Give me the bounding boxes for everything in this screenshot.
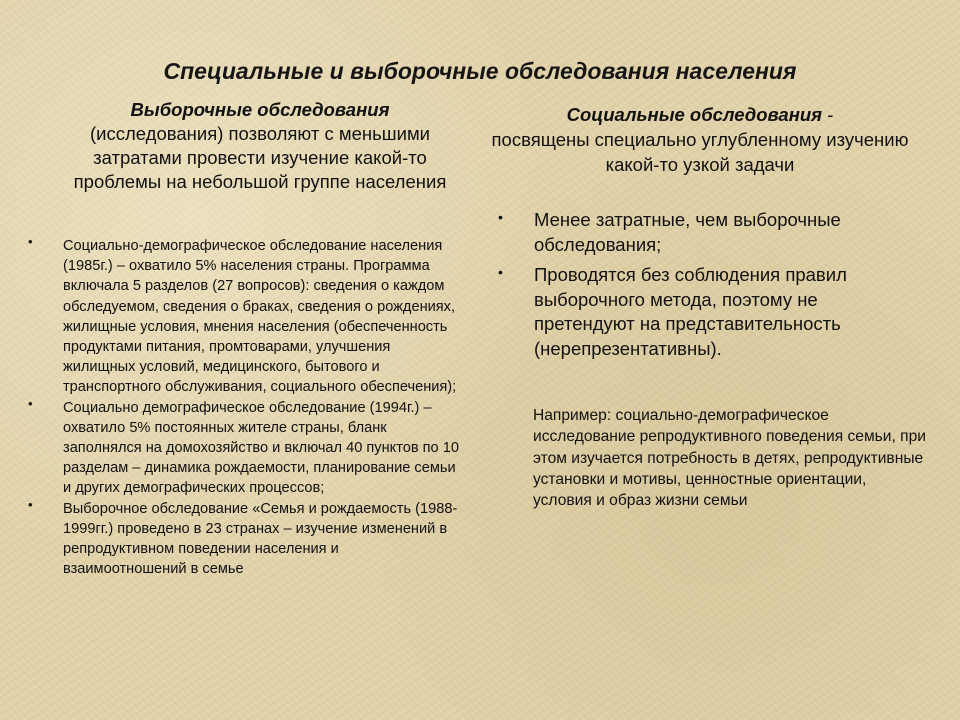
list-item-text: Социально демографическое обследование (1994г.) – охватило 5% постоянных жителе страны, бланк заполнялся на домохозяйство и включал 40 пунктов по 10 разделам – динамика рождаемости, планирование семьи и других демографических процессов; [63, 399, 459, 497]
right-intro-block [490, 102, 910, 177]
bullet-icon: • [498, 209, 503, 225]
right-bullet-list [498, 208, 918, 367]
list-item-text: Выборочное обследование «Семья и рождаемость (1988-1999гг.) проведено в 23 странах – изучение изменений в репродуктивном поведении населения и взаимоотношений в семье [63, 500, 458, 578]
list-item [26, 236, 466, 398]
bullet-icon: • [28, 234, 33, 249]
right-intro-text: посвящены специально углубленному изучению какой-то узкой задачи [491, 129, 909, 175]
list-item [26, 496, 466, 580]
list-item [26, 395, 466, 499]
left-heading: Выборочные обследования [130, 99, 390, 120]
list-item [498, 263, 918, 361]
list-item-text: Менее затратные, чем выборочные обследования; [534, 209, 841, 255]
right-heading-dash: - [827, 104, 834, 125]
list-item-text: Проводятся без соблюдения правил выборочного метода, поэтому не претендуют на представительность (нерепрезентативны). [534, 264, 847, 359]
bullet-icon: • [28, 496, 33, 512]
left-bullet-list [26, 236, 466, 579]
bullet-icon: • [498, 264, 503, 280]
slide-title: Специальные и выборочные обследования населения [163, 58, 797, 84]
example-paragraph: Например: социально-демографическое исследование репродуктивного поведения семьи, при этом изучается потребность в детях, репродуктивные установки и мотивы, ценностные ориентации, условия и образ жизни семьи [533, 407, 927, 510]
right-heading: Социальные обследования [566, 104, 823, 125]
list-item [498, 208, 918, 257]
left-intro-block [55, 98, 465, 194]
bullet-icon: • [28, 395, 33, 411]
list-item-text: Социально-демографическое обследование населения (1985г.) – охватило 5% населения страны. Программа включала 5 разделов (27 вопросов): сведения о каждом обследуемом, сведения о браках, сведения о рождениях, жилищные условия, мнения населения (обеспеченность продуктами питания, промтоварами, улучшения жилищных условий, медицинского, бытового и транспортного обслуживания, социального обеспечения); [63, 238, 457, 396]
left-intro-text: (исследования) позволяют с меньшими затратами провести изучение какой-то проблемы на небольшой группе населения [73, 123, 447, 192]
